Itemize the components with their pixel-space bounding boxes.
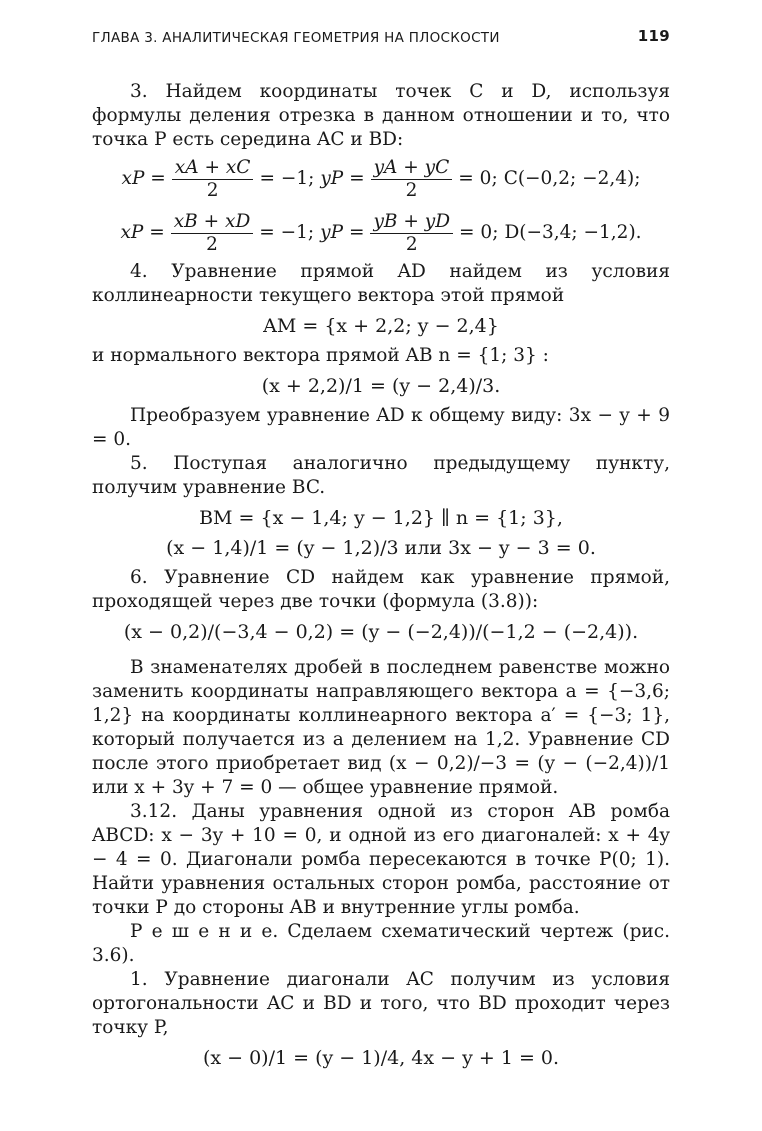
paragraph-step-5: 5. Поступая аналогично предыдущему пункту, получим уравнение BC. xyxy=(92,453,670,498)
chapter-title: ГЛАВА 3. АНАЛИТИЧЕСКАЯ ГЕОМЕТРИЯ НА ПЛОСКОСТИ xyxy=(92,30,500,46)
formula-vector-bm: BM = {x − 1,4; y − 1,2} ∥ n = {1; 3}, xyxy=(199,507,563,529)
paragraph-solution: Р е ш е н и е. Сделаем схематический чертеж (рис. 3.6). xyxy=(92,921,670,966)
paragraph-step-3: 3. Найдем координаты точек C и D, используя формулы деления отрезка в данном отношении и то, что точка P есть середина AC и BD: xyxy=(92,81,670,150)
running-head xyxy=(92,26,670,50)
formula-point-c: xP = $\frac{xA + xC}{2}$ = −1; yP = $\frac{yA + yC}{2}$ = 0; C(−0,2; −2,4); xyxy=(121,156,641,201)
formula-vector-am: AM = {x + 2,2; y − 2,4} xyxy=(263,315,499,337)
paragraph-denominators: В знаменателях дробей в последнем равенстве можно заменить координаты направляющего вектора a = {−3,6; 1,2} на координаты коллинеарного вектора a′ = {−3; 1}, который получается из a делением на 1,2. Уравнение CD после этого приобретает вид (x − 0,2)/−3 = (y − (−2,4))/1 или x + 3y + 7 = 0 — общее уравнение прямой. xyxy=(92,657,670,798)
formula-point-d: xP = $\frac{xB + xD}{2}$ = −1; yP = $\frac{yB + yD}{2}$ = 0; D(−3,4; −1,2). xyxy=(120,210,642,255)
paragraph-step-1: 1. Уравнение диагонали AC получим из условия ортогональности AC и BD и того, что BD проходит через точку P, xyxy=(92,969,670,1038)
page-number: 119 xyxy=(637,27,670,45)
paragraph-normal-vector: и нормального вектора прямой AB n = {1; 3} : xyxy=(92,345,549,366)
formula-line-bc: (x − 1,4)/1 = (y − 1,2)/3 или 3x − y − 3 = 0. xyxy=(166,537,596,559)
paragraph-step-4: 4. Уравнение прямой AD найдем из условия коллинеарности текущего вектора этой прямой xyxy=(92,261,670,306)
paragraph-general-ad: Преобразуем уравнение AD к общему виду: 3x − y + 9 = 0. xyxy=(92,405,670,450)
formula-diagonal-ac: (x − 0)/1 = (y − 1)/4, 4x − y + 1 = 0. xyxy=(202,1047,560,1069)
page-body xyxy=(92,80,670,1076)
formula-line-ad: (x + 2,2)/1 = (y − 2,4)/3. xyxy=(261,375,501,397)
paragraph-step-6: 6. Уравнение CD найдем как уравнение прямой, проходящей через две точки (формула (3.8)): xyxy=(92,567,670,612)
formula-line-cd: (x − 0,2)/(−3,4 − 0,2) = (y − (−2,4))/(−1,2 − (−2,4)). xyxy=(123,621,639,643)
problem-3-12: 3.12. Даны уравнения одной из сторон AB ромба ABCD: x − 3y + 10 = 0, и одной из его диагоналей: x + 4y − 4 = 0. Диагонали ромба пересекаются в точке P(0; 1). Найти уравнения остальных сторон ромба, расстояние от точки P до стороны AB и внутренние углы ромба. xyxy=(92,801,670,918)
